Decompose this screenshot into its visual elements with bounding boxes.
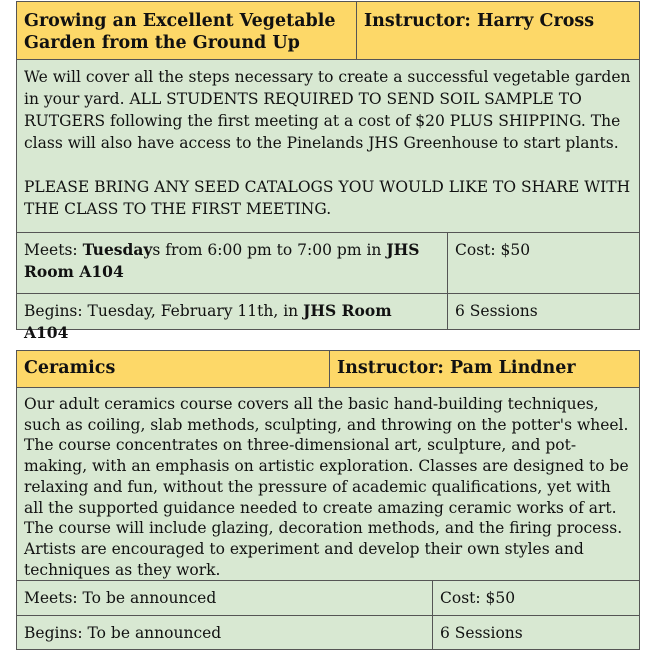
course-meets-row — [17, 581, 639, 616]
course-begins — [17, 294, 447, 342]
meets-prefix: Meets: — [24, 241, 83, 259]
course-instructor: Instructor: Harry Cross — [356, 2, 639, 59]
course-description-row — [17, 60, 639, 233]
begins-room: JHS Room A104 — [24, 301, 392, 342]
meets-day: Tuesday — [82, 240, 153, 259]
meets-room: JHS Room A104 — [24, 240, 420, 281]
course-card-ceramics — [16, 350, 640, 650]
course-instructor: Instructor: Pam Lindner — [329, 351, 639, 387]
course-header — [17, 2, 639, 60]
course-description: Our adult ceramics course covers all the basic hand-building techniques, such as coiling, slab methods, sculpting, and throwing on the potter's wheel. The course concentrates on three-dimensional art, sculpture, and pot-making, with an emphasis on artistic exploration. Classes are designed to be relaxing and fun, without the pressure of academic qualifications, yet with all the supported guidance needed to create amazing ceramic works of art. The course will include glazing, decoration methods, and the firing process. Artists are encouraged to experiment and develop their own styles and techniques as they work. — [24, 395, 629, 579]
course-sessions: 6 Sessions — [432, 616, 639, 649]
course-meets — [17, 233, 447, 293]
course-title: Growing an Excellent Vegetable Garden from the Ground Up — [17, 2, 356, 59]
course-meets: Meets: To be announced — [24, 589, 217, 607]
course-description-row — [17, 388, 639, 581]
begins-prefix: Begins: Tuesday, February 11th, in — [24, 302, 304, 320]
course-cost: Cost: $50 — [432, 581, 639, 615]
course-sessions: 6 Sessions — [447, 294, 639, 329]
course-description-text: We will cover all the steps necessary to create a successful vegetable garden in your yard. ALL STUDENTS REQUIRED TO SEND SOIL SAMPLE TO RUTGERS following the first meeting at a cost of $20 PLUS SHIPPING. The class will also have access to the Pinelands JHS Greenhouse to start plants. — [24, 68, 631, 152]
course-meets-row — [17, 233, 639, 294]
course-card-vegetable-garden — [16, 1, 640, 342]
course-description — [17, 60, 639, 232]
course-begins-row — [17, 294, 639, 342]
course-begins-row — [17, 616, 639, 649]
meets-day-suffix: s from 6:00 pm to 7:00 pm in — [152, 241, 387, 259]
course-begins: Begins: To be announced — [24, 624, 222, 642]
course-title: Ceramics — [17, 351, 329, 387]
course-header — [17, 351, 639, 388]
course-cost: Cost: $50 — [447, 233, 639, 293]
course-description-note: PLEASE BRING ANY SEED CATALOGS YOU WOULD LIKE TO SHARE WITH THE CLASS TO THE FIRST MEETING. — [24, 178, 631, 218]
